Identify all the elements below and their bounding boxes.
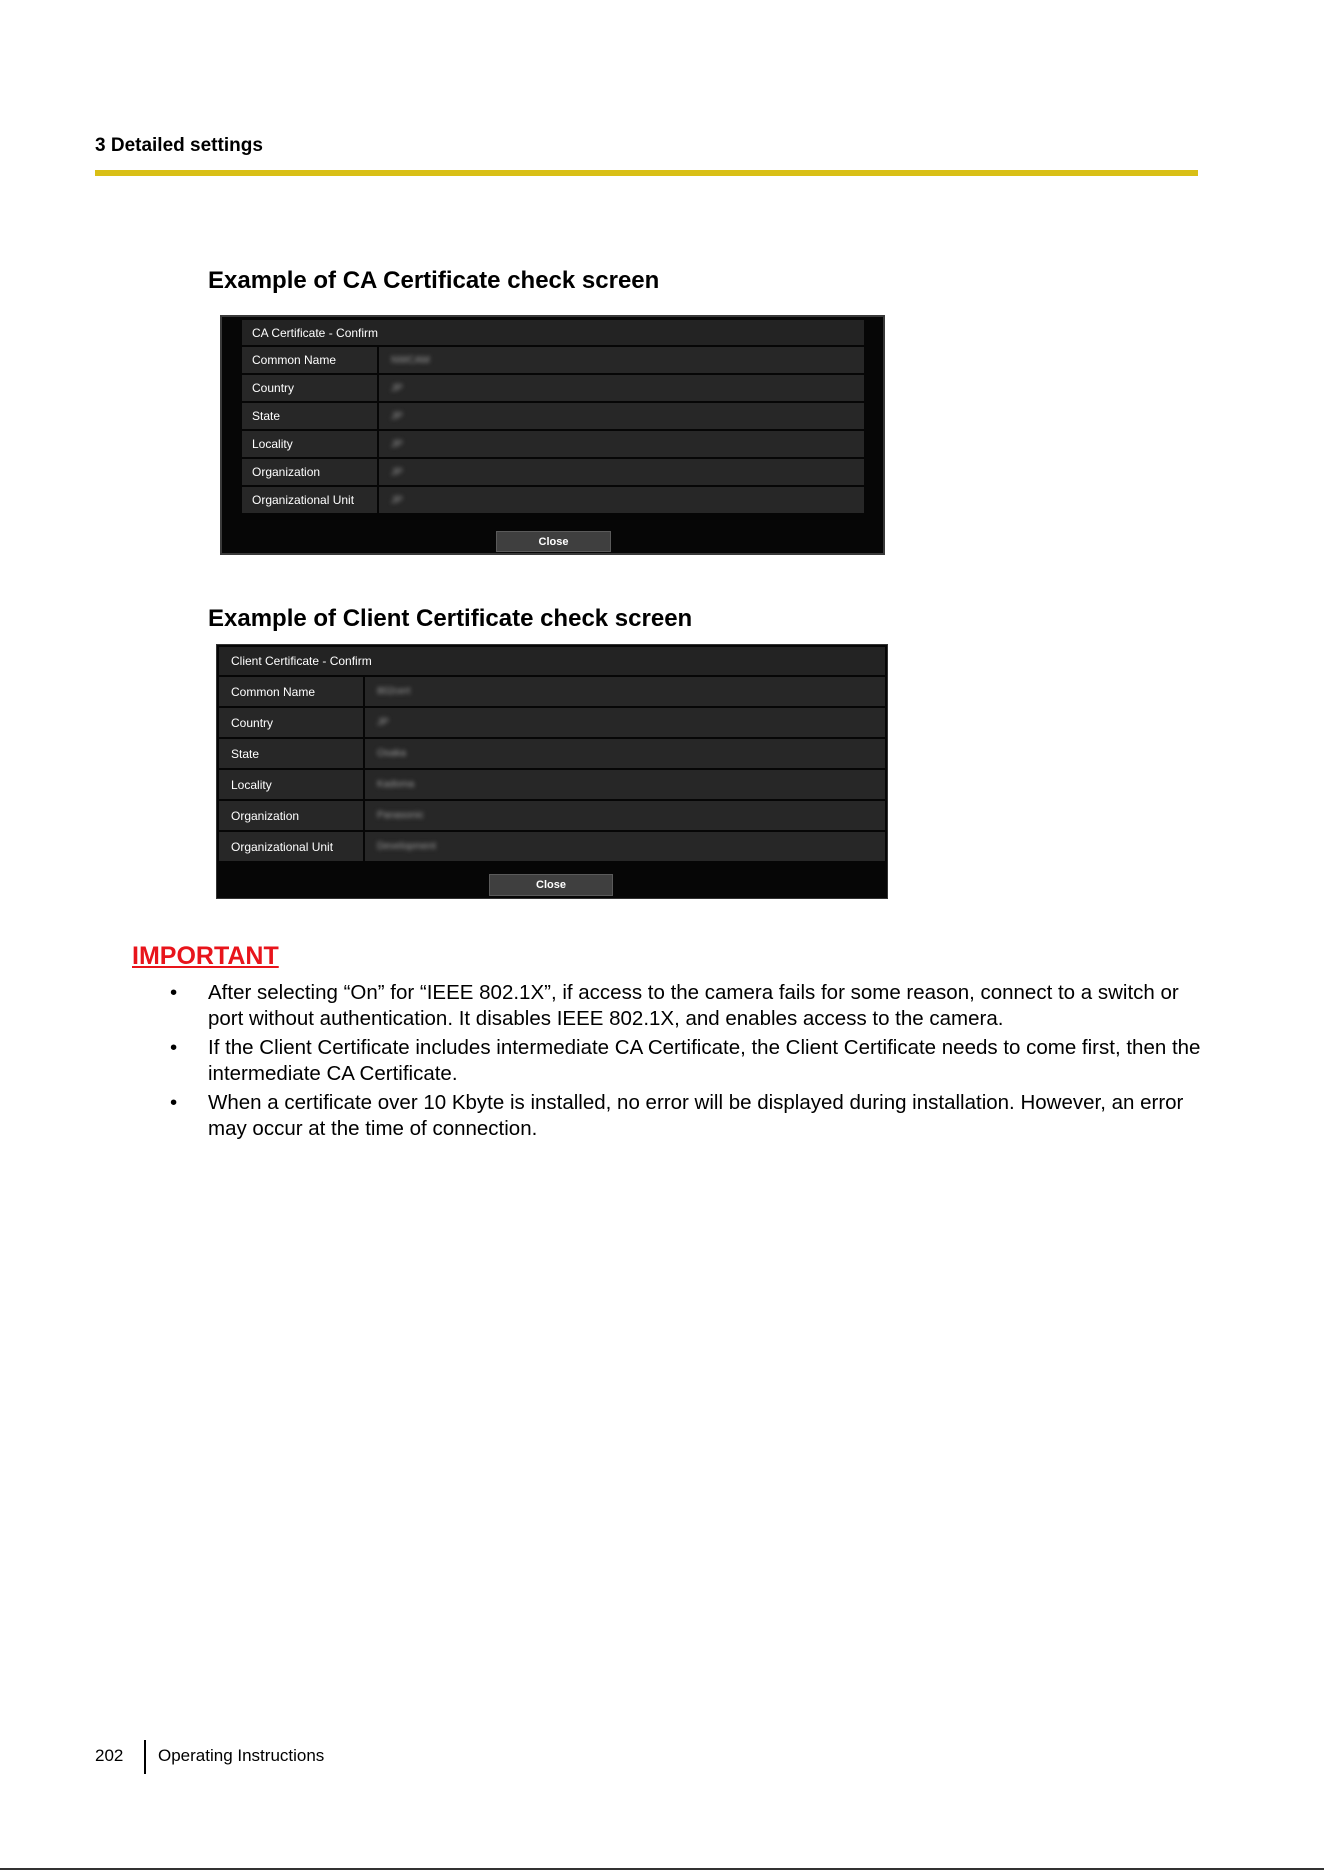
page-number: 202	[95, 1746, 124, 1765]
blurred-value: JP	[391, 466, 403, 478]
blurred-value: Development	[377, 841, 436, 852]
row-value	[365, 832, 885, 861]
close-button[interactable]: Close	[496, 531, 611, 552]
row-label: Country	[219, 708, 363, 737]
client-example-caption: Example of Client Certificate check screen	[208, 605, 693, 632]
footer-divider	[144, 1740, 146, 1774]
row-value	[379, 375, 864, 401]
blurred-value: Panasonic	[377, 810, 424, 821]
table-row	[242, 487, 864, 513]
ca-certificate-dialog	[220, 315, 885, 555]
blurred-value: JP	[377, 717, 389, 728]
blurred-value: JP	[391, 382, 403, 394]
table-row	[242, 347, 864, 373]
row-label: Organization	[242, 459, 377, 485]
row-value	[379, 487, 864, 513]
row-label: State	[219, 739, 363, 768]
row-label: State	[242, 403, 377, 429]
row-label: Common Name	[242, 347, 377, 373]
note-text: If the Client Certificate includes intermediate CA Certificate, the Client Certificate needs to come first, then the intermediate CA Certificate.	[208, 1036, 1201, 1085]
row-value	[365, 739, 885, 768]
important-notes	[170, 980, 1215, 1145]
row-value	[365, 801, 885, 830]
client-dialog-table	[219, 647, 885, 863]
blurred-value: 802cert	[377, 686, 411, 697]
row-value	[365, 708, 885, 737]
row-value	[379, 347, 864, 373]
note-text: After selecting “On” for “IEEE 802.1X”, if access to the camera fails for some reason, connect to a switch or port without authentication. It disables IEEE 802.1X, and enables access to the camera.	[208, 981, 1179, 1030]
row-value	[379, 459, 864, 485]
table-row	[242, 459, 864, 485]
row-label: Organizational Unit	[242, 487, 377, 513]
table-row	[242, 375, 864, 401]
ca-dialog-table	[242, 320, 864, 515]
row-label: Country	[242, 375, 377, 401]
list-item	[170, 1090, 1215, 1142]
blurred-value: JP	[391, 494, 403, 506]
bottom-rule	[0, 1868, 1324, 1870]
row-value	[379, 431, 864, 457]
table-row	[219, 770, 885, 799]
bullet: •	[170, 981, 178, 1004]
row-label: Organization	[219, 801, 363, 830]
row-value	[365, 677, 885, 706]
header-rule	[95, 170, 1198, 176]
table-row	[242, 403, 864, 429]
dialog-title: CA Certificate - Confirm	[242, 320, 864, 345]
blurred-value: JP	[391, 410, 403, 422]
row-value	[379, 403, 864, 429]
row-label: Locality	[242, 431, 377, 457]
row-label: Locality	[219, 770, 363, 799]
row-label: Common Name	[219, 677, 363, 706]
blurred-value: Osaka	[377, 748, 406, 759]
table-row	[219, 832, 885, 861]
table-row	[219, 739, 885, 768]
list-item	[170, 980, 1215, 1032]
section-header: 3 Detailed settings	[95, 135, 263, 156]
blurred-value: JP	[391, 438, 403, 450]
bullet: •	[170, 1036, 178, 1059]
row-value	[365, 770, 885, 799]
table-row	[219, 801, 885, 830]
dialog-title: Client Certificate - Confirm	[219, 647, 885, 675]
ca-example-caption: Example of CA Certificate check screen	[208, 267, 660, 294]
footer-doc-title: Operating Instructions	[158, 1746, 325, 1765]
bullet: •	[170, 1091, 178, 1114]
table-row	[242, 431, 864, 457]
blurred-value: NWCAM	[391, 354, 430, 366]
blurred-value: Kadoma	[377, 779, 415, 790]
row-label: Organizational Unit	[219, 832, 363, 861]
client-certificate-dialog	[216, 644, 888, 899]
table-row	[219, 708, 885, 737]
list-item	[170, 1035, 1215, 1087]
table-row	[219, 677, 885, 706]
close-button[interactable]: Close	[489, 874, 613, 896]
note-text: When a certificate over 10 Kbyte is installed, no error will be displayed during installation. However, an error may occur at the time of connection.	[208, 1091, 1184, 1140]
important-heading: IMPORTANT	[132, 942, 279, 970]
